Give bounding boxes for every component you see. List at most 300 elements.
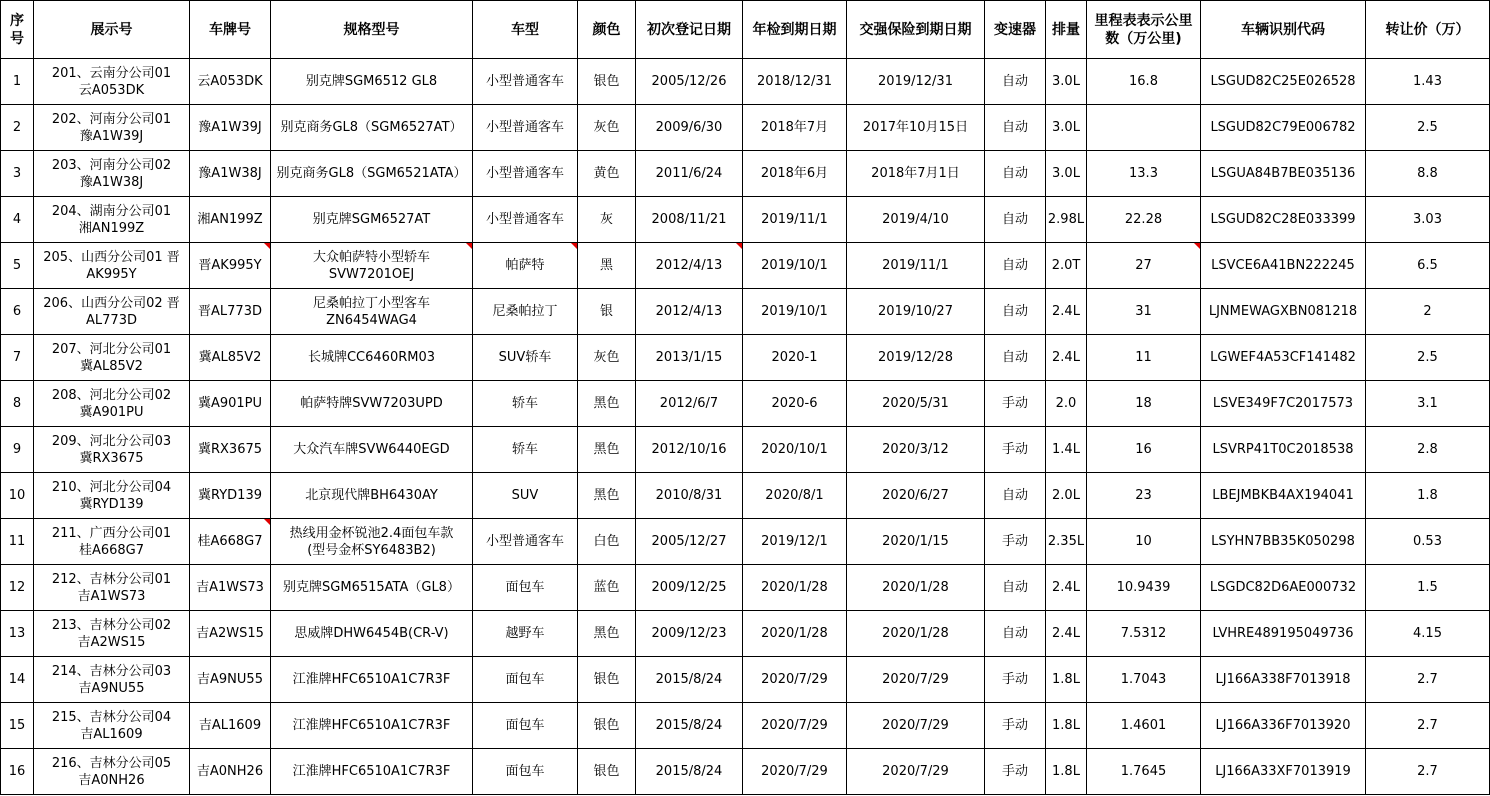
- cell-index: 6: [1, 289, 34, 335]
- cell-model-line: 帕萨特牌SVW7203UPD: [300, 396, 443, 411]
- cell-transmission: 手动: [985, 749, 1046, 795]
- cell-model: [271, 473, 473, 519]
- cell-model: [271, 565, 473, 611]
- cell-vin: LSVE349F7C2017573: [1201, 381, 1366, 427]
- cell-display-no-line: 216、吉林分公司05: [51, 755, 172, 771]
- cell-price: 4.15: [1366, 611, 1490, 657]
- cell-displacement: 2.35L: [1046, 519, 1087, 565]
- cell-transmission: 手动: [985, 427, 1046, 473]
- cell-mileage: 7.5312: [1087, 611, 1201, 657]
- cell-insurance-due: 2019/11/1: [847, 243, 985, 289]
- cell-vehicle-type: SUV轿车: [473, 335, 578, 381]
- cell-display-no: [34, 197, 190, 243]
- header-row: [1, 1, 1490, 59]
- header-price: 转让价（万）: [1366, 1, 1490, 59]
- cell-color: 白色: [578, 519, 636, 565]
- cell-displacement: 2.98L: [1046, 197, 1087, 243]
- cell-vehicle-type: 小型普通客车: [473, 105, 578, 151]
- cell-price: 2.8: [1366, 427, 1490, 473]
- cell-registration-date: 2009/12/25: [636, 565, 743, 611]
- cell-display-no-line: 吉A0NH26: [78, 772, 145, 788]
- cell-plate: 冀RX3675: [190, 427, 271, 473]
- cell-display-no-line: AL773D: [86, 312, 137, 328]
- cell-color: 银: [578, 289, 636, 335]
- cell-registration-date: 2012/10/16: [636, 427, 743, 473]
- cell-price: 8.8: [1366, 151, 1490, 197]
- cell-price: 1.43: [1366, 59, 1490, 105]
- cell-model: [271, 105, 473, 151]
- cell-vin: LSVRP41T0C2018538: [1201, 427, 1366, 473]
- cell-plate: 吉A1WS73: [190, 565, 271, 611]
- table-row: [1, 473, 1490, 519]
- cell-display-no: [34, 473, 190, 519]
- cell-display-no: [34, 289, 190, 335]
- cell-display-no: [34, 59, 190, 105]
- table-row: [1, 289, 1490, 335]
- cell-model: [271, 289, 473, 335]
- cell-inspection-due: 2020/1/28: [743, 611, 847, 657]
- cell-model-line: 思威牌DHW6454B(CR-V): [294, 626, 449, 641]
- cell-display-no-line: 210、河北分公司04: [51, 479, 172, 495]
- cell-model: [271, 381, 473, 427]
- cell-display-no-line: 桂A668G7: [78, 542, 145, 558]
- cell-insurance-due: 2020/1/28: [847, 565, 985, 611]
- header-color: 颜色: [578, 1, 636, 59]
- cell-color: 银色: [578, 657, 636, 703]
- cell-index: 9: [1, 427, 34, 473]
- cell-model-line: ZN6454WAG4: [326, 312, 417, 328]
- cell-transmission: 手动: [985, 519, 1046, 565]
- cell-display-no: [34, 427, 190, 473]
- cell-model: [271, 519, 473, 565]
- cell-model: [271, 151, 473, 197]
- cell-plate: 吉AL1609: [190, 703, 271, 749]
- header-model: 规格型号: [271, 1, 473, 59]
- cell-index: 4: [1, 197, 34, 243]
- cell-plate: 冀RYD139: [190, 473, 271, 519]
- cell-insurance-due: 2020/1/28: [847, 611, 985, 657]
- cell-plate: 云A053DK: [190, 59, 271, 105]
- cell-mileage: 11: [1087, 335, 1201, 381]
- cell-vehicle-type: 面包车: [473, 703, 578, 749]
- cell-display-no: [34, 381, 190, 427]
- cell-insurance-due: 2020/7/29: [847, 657, 985, 703]
- table-row: [1, 427, 1490, 473]
- cell-registration-date: 2005/12/27: [636, 519, 743, 565]
- header-insurance-due: 交强保险到期日期: [847, 1, 985, 59]
- cell-transmission: 自动: [985, 197, 1046, 243]
- cell-vehicle-type: 面包车: [473, 657, 578, 703]
- cell-inspection-due: 2018年7月: [743, 105, 847, 151]
- table-row: [1, 611, 1490, 657]
- cell-color: 黑色: [578, 473, 636, 519]
- cell-inspection-due: 2018/12/31: [743, 59, 847, 105]
- table-row: [1, 565, 1490, 611]
- cell-registration-date: 2015/8/24: [636, 657, 743, 703]
- cell-mileage: 27: [1087, 243, 1201, 289]
- cell-mileage: 13.3: [1087, 151, 1201, 197]
- cell-model-line: 长城牌CC6460RM03: [307, 350, 436, 365]
- cell-index: 13: [1, 611, 34, 657]
- table-row: [1, 519, 1490, 565]
- cell-model-line: 尼桑帕拉丁小型客车: [312, 295, 430, 311]
- cell-inspection-due: 2020-6: [743, 381, 847, 427]
- cell-index: 11: [1, 519, 34, 565]
- cell-price: 2.7: [1366, 749, 1490, 795]
- cell-plate: 湘AN199Z: [190, 197, 271, 243]
- cell-transmission: 手动: [985, 703, 1046, 749]
- cell-registration-date: 2010/8/31: [636, 473, 743, 519]
- cell-registration-date: 2013/1/15: [636, 335, 743, 381]
- cell-index: 16: [1, 749, 34, 795]
- cell-displacement: 2.0T: [1046, 243, 1087, 289]
- cell-index: 14: [1, 657, 34, 703]
- header-vehicle-type: 车型: [473, 1, 578, 59]
- cell-registration-date: 2015/8/24: [636, 703, 743, 749]
- cell-inspection-due: 2019/11/1: [743, 197, 847, 243]
- header-mileage: 里程表表示公里数（万公里): [1087, 1, 1201, 59]
- cell-mileage: 23: [1087, 473, 1201, 519]
- cell-price: 2.5: [1366, 105, 1490, 151]
- cell-model-line: 别克商务GL8（SGM6521ATA）: [276, 166, 467, 181]
- cell-display-no-line: 208、河北分公司02: [51, 387, 172, 403]
- cell-display-no-line: 204、湖南分公司01: [51, 203, 172, 219]
- cell-insurance-due: 2019/12/31: [847, 59, 985, 105]
- cell-mileage: 18: [1087, 381, 1201, 427]
- cell-display-no: [34, 611, 190, 657]
- cell-model: [271, 59, 473, 105]
- header-index: 序号: [1, 1, 34, 59]
- cell-display-no: [34, 519, 190, 565]
- cell-display-no: [34, 151, 190, 197]
- cell-display-no-line: 214、吉林分公司03: [51, 663, 172, 679]
- cell-display-no-line: 209、河北分公司03: [51, 433, 172, 449]
- cell-price: 2.5: [1366, 335, 1490, 381]
- cell-display-no-line: 202、河南分公司01: [51, 111, 172, 127]
- cell-displacement: 3.0L: [1046, 59, 1087, 105]
- cell-color: 银色: [578, 59, 636, 105]
- cell-color: 灰色: [578, 105, 636, 151]
- header-vin: 车辆识别代码: [1201, 1, 1366, 59]
- cell-index: 1: [1, 59, 34, 105]
- cell-color: 黑色: [578, 381, 636, 427]
- cell-plate: 晋AL773D: [190, 289, 271, 335]
- cell-inspection-due: 2020/8/1: [743, 473, 847, 519]
- header-plate: 车牌号: [190, 1, 271, 59]
- cell-transmission: 自动: [985, 335, 1046, 381]
- cell-plate: 吉A9NU55: [190, 657, 271, 703]
- cell-displacement: 2.4L: [1046, 289, 1087, 335]
- cell-model-line: SVW7201OEJ: [328, 266, 415, 282]
- cell-price: 3.03: [1366, 197, 1490, 243]
- cell-insurance-due: 2020/6/27: [847, 473, 985, 519]
- cell-vehicle-type: 轿车: [473, 427, 578, 473]
- cell-display-no-line: 冀AL85V2: [80, 358, 143, 374]
- cell-plate: 冀AL85V2: [190, 335, 271, 381]
- cell-vin: LSGUD82C28E033399: [1201, 197, 1366, 243]
- cell-displacement: 2.0L: [1046, 473, 1087, 519]
- cell-model-line: (型号金杯SY6483B2): [307, 542, 436, 558]
- cell-model-line: 江淮牌HFC6510A1C7R3F: [292, 718, 451, 733]
- cell-price: 2.7: [1366, 657, 1490, 703]
- cell-display-no-line: AK995Y: [86, 266, 137, 282]
- cell-price: 6.5: [1366, 243, 1490, 289]
- cell-vehicle-type: 小型普通客车: [473, 197, 578, 243]
- cell-vin: LJNMEWAGXBN081218: [1201, 289, 1366, 335]
- cell-model-line: 别克商务GL8（SGM6527AT）: [280, 120, 463, 135]
- cell-insurance-due: 2019/4/10: [847, 197, 985, 243]
- cell-index: 5: [1, 243, 34, 289]
- cell-displacement: 3.0L: [1046, 105, 1087, 151]
- cell-display-no-line: 206、山西分公司02 晋: [43, 295, 180, 311]
- cell-displacement: 1.8L: [1046, 657, 1087, 703]
- cell-vin: LSGUD82C79E006782: [1201, 105, 1366, 151]
- cell-inspection-due: 2020-1: [743, 335, 847, 381]
- cell-price: 2.7: [1366, 703, 1490, 749]
- cell-display-no: [34, 749, 190, 795]
- cell-mileage: 1.7645: [1087, 749, 1201, 795]
- cell-display-no-line: 冀RYD139: [79, 496, 144, 512]
- cell-registration-date: 2008/11/21: [636, 197, 743, 243]
- cell-displacement: 2.4L: [1046, 335, 1087, 381]
- cell-plate: 吉A0NH26: [190, 749, 271, 795]
- cell-inspection-due: 2019/12/1: [743, 519, 847, 565]
- cell-vehicle-type: 面包车: [473, 565, 578, 611]
- cell-mileage: 1.4601: [1087, 703, 1201, 749]
- cell-mileage: [1087, 105, 1201, 151]
- cell-inspection-due: 2020/7/29: [743, 657, 847, 703]
- cell-vin: LJ166A33XF7013919: [1201, 749, 1366, 795]
- cell-color: 黑色: [578, 611, 636, 657]
- cell-inspection-due: 2019/10/1: [743, 243, 847, 289]
- cell-displacement: 1.4L: [1046, 427, 1087, 473]
- cell-registration-date: 2012/6/7: [636, 381, 743, 427]
- cell-vehicle-type: 轿车: [473, 381, 578, 427]
- cell-model-line: 大众帕萨特小型轿车: [312, 249, 430, 265]
- cell-color: 银色: [578, 703, 636, 749]
- cell-vin: LJ166A336F7013920: [1201, 703, 1366, 749]
- cell-transmission: 手动: [985, 381, 1046, 427]
- cell-transmission: 自动: [985, 611, 1046, 657]
- cell-insurance-due: 2020/3/12: [847, 427, 985, 473]
- cell-model-line: 别克牌SGM6515ATA（GL8）: [283, 580, 460, 595]
- cell-display-no-line: 吉A1WS73: [77, 588, 146, 604]
- cell-color: 黑: [578, 243, 636, 289]
- cell-mileage: 16.8: [1087, 59, 1201, 105]
- cell-vin: LSGUA84B7BE035136: [1201, 151, 1366, 197]
- cell-plate: 吉A2WS15: [190, 611, 271, 657]
- cell-model-line: 江淮牌HFC6510A1C7R3F: [292, 764, 451, 779]
- cell-registration-date: 2012/4/13: [636, 289, 743, 335]
- cell-model-line: 别克牌SGM6512 GL8: [305, 74, 438, 89]
- cell-display-no-line: 吉A9NU55: [78, 680, 145, 696]
- cell-display-no-line: 冀A901PU: [79, 404, 144, 420]
- cell-insurance-due: 2017年10月15日: [847, 105, 985, 151]
- table-row: [1, 657, 1490, 703]
- cell-display-no: [34, 703, 190, 749]
- table-body: [1, 59, 1490, 795]
- cell-display-no: [34, 657, 190, 703]
- cell-transmission: 自动: [985, 473, 1046, 519]
- cell-transmission: 自动: [985, 151, 1046, 197]
- cell-registration-date: 2005/12/26: [636, 59, 743, 105]
- cell-color: 黄色: [578, 151, 636, 197]
- cell-insurance-due: 2020/1/15: [847, 519, 985, 565]
- cell-model: [271, 197, 473, 243]
- cell-index: 8: [1, 381, 34, 427]
- cell-registration-date: 2011/6/24: [636, 151, 743, 197]
- table-row: [1, 105, 1490, 151]
- cell-display-no-line: 湘AN199Z: [78, 220, 145, 236]
- cell-color: 银色: [578, 749, 636, 795]
- cell-vin: LBEJMBKB4AX194041: [1201, 473, 1366, 519]
- cell-insurance-due: 2020/7/29: [847, 749, 985, 795]
- cell-display-no-line: 冀RX3675: [79, 450, 144, 466]
- cell-price: 3.1: [1366, 381, 1490, 427]
- cell-vehicle-type: 面包车: [473, 749, 578, 795]
- cell-insurance-due: 2020/5/31: [847, 381, 985, 427]
- cell-registration-date: 2015/8/24: [636, 749, 743, 795]
- cell-vin: LSYHN7BB35K050298: [1201, 519, 1366, 565]
- table-row: [1, 703, 1490, 749]
- cell-model-line: 北京现代牌BH6430AY: [305, 488, 438, 503]
- cell-plate: 桂A668G7: [190, 519, 271, 565]
- cell-registration-date: 2009/6/30: [636, 105, 743, 151]
- cell-model-line: 江淮牌HFC6510A1C7R3F: [292, 672, 451, 687]
- header-inspection-due: 年检到期日期: [743, 1, 847, 59]
- cell-display-no-line: 207、河北分公司01: [51, 341, 172, 357]
- cell-insurance-due: 2018年7月1日: [847, 151, 985, 197]
- cell-insurance-due: 2019/10/27: [847, 289, 985, 335]
- cell-display-no-line: 豫A1W39J: [79, 128, 144, 144]
- cell-vin: LJ166A338F7013918: [1201, 657, 1366, 703]
- cell-vehicle-type: 帕萨特: [473, 243, 578, 289]
- cell-model: [271, 703, 473, 749]
- cell-vin: LSVCE6A41BN222245: [1201, 243, 1366, 289]
- cell-plate: 豫A1W39J: [190, 105, 271, 151]
- cell-display-no-line: 205、山西分公司01 晋: [43, 249, 180, 265]
- cell-display-no-line: 吉A2WS15: [77, 634, 146, 650]
- cell-display-no: [34, 565, 190, 611]
- cell-plate: 晋AK995Y: [190, 243, 271, 289]
- cell-mileage: 10: [1087, 519, 1201, 565]
- cell-model-line: 别克牌SGM6527AT: [312, 212, 431, 227]
- table-row: [1, 335, 1490, 381]
- cell-inspection-due: 2020/10/1: [743, 427, 847, 473]
- cell-display-no-line: 212、吉林分公司01: [51, 571, 172, 587]
- cell-model: [271, 749, 473, 795]
- cell-model-line: 大众汽车牌SVW6440EGD: [293, 442, 450, 457]
- cell-transmission: 自动: [985, 243, 1046, 289]
- cell-displacement: 2.4L: [1046, 565, 1087, 611]
- cell-displacement: 2.4L: [1046, 611, 1087, 657]
- cell-display-no-line: 豫A1W38J: [79, 174, 144, 190]
- cell-inspection-due: 2018年6月: [743, 151, 847, 197]
- cell-vehicle-type: 小型普通客车: [473, 151, 578, 197]
- cell-vehicle-type: 越野车: [473, 611, 578, 657]
- cell-plate: 冀A901PU: [190, 381, 271, 427]
- cell-displacement: 1.8L: [1046, 749, 1087, 795]
- cell-model: [271, 335, 473, 381]
- cell-mileage: 16: [1087, 427, 1201, 473]
- cell-vin: LGWEF4A53CF141482: [1201, 335, 1366, 381]
- cell-insurance-due: 2020/7/29: [847, 703, 985, 749]
- cell-vehicle-type: 尼桑帕拉丁: [473, 289, 578, 335]
- cell-index: 15: [1, 703, 34, 749]
- cell-insurance-due: 2019/12/28: [847, 335, 985, 381]
- cell-vin: LSGDC82D6AE000732: [1201, 565, 1366, 611]
- table-row: [1, 59, 1490, 105]
- cell-display-no-line: 213、吉林分公司02: [51, 617, 172, 633]
- cell-inspection-due: 2020/1/28: [743, 565, 847, 611]
- cell-model: [271, 611, 473, 657]
- cell-transmission: 手动: [985, 657, 1046, 703]
- cell-display-no-line: 201、云南分公司01: [51, 65, 172, 81]
- cell-index: 10: [1, 473, 34, 519]
- header-transmission: 变速器: [985, 1, 1046, 59]
- cell-display-no: [34, 105, 190, 151]
- cell-displacement: 2.0: [1046, 381, 1087, 427]
- cell-index: 12: [1, 565, 34, 611]
- cell-price: 1.8: [1366, 473, 1490, 519]
- cell-vin: LSGUD82C25E026528: [1201, 59, 1366, 105]
- cell-color: 灰: [578, 197, 636, 243]
- cell-display-no-line: 吉AL1609: [80, 726, 143, 742]
- table-row: [1, 151, 1490, 197]
- cell-color: 黑色: [578, 427, 636, 473]
- table-row: [1, 197, 1490, 243]
- cell-display-no-line: 203、河南分公司02: [51, 157, 172, 173]
- cell-registration-date: 2009/12/23: [636, 611, 743, 657]
- cell-inspection-due: 2020/7/29: [743, 749, 847, 795]
- cell-price: 1.5: [1366, 565, 1490, 611]
- cell-model-line: 热线用金杯锐池2.4面包车款: [289, 525, 454, 541]
- cell-inspection-due: 2020/7/29: [743, 703, 847, 749]
- table-row: [1, 749, 1490, 795]
- header-registration-date: 初次登记日期: [636, 1, 743, 59]
- cell-transmission: 自动: [985, 289, 1046, 335]
- cell-display-no-line: 云A053DK: [78, 82, 145, 98]
- cell-model: [271, 657, 473, 703]
- header-displacement: 排量: [1046, 1, 1087, 59]
- cell-index: 3: [1, 151, 34, 197]
- cell-color: 蓝色: [578, 565, 636, 611]
- cell-mileage: 10.9439: [1087, 565, 1201, 611]
- cell-mileage: 22.28: [1087, 197, 1201, 243]
- cell-displacement: 1.8L: [1046, 703, 1087, 749]
- cell-display-no-line: 211、广西分公司01: [51, 525, 172, 541]
- cell-index: 7: [1, 335, 34, 381]
- cell-vehicle-type: 小型普通客车: [473, 519, 578, 565]
- cell-display-no-line: 215、吉林分公司04: [51, 709, 172, 725]
- cell-registration-date: 2012/4/13: [636, 243, 743, 289]
- cell-display-no: [34, 335, 190, 381]
- cell-displacement: 3.0L: [1046, 151, 1087, 197]
- table-row: [1, 381, 1490, 427]
- cell-plate: 豫A1W38J: [190, 151, 271, 197]
- cell-mileage: 1.7043: [1087, 657, 1201, 703]
- cell-model: [271, 243, 473, 289]
- cell-model: [271, 427, 473, 473]
- header-display-no: 展示号: [34, 1, 190, 59]
- cell-vehicle-type: SUV: [473, 473, 578, 519]
- cell-mileage: 31: [1087, 289, 1201, 335]
- cell-inspection-due: 2019/10/1: [743, 289, 847, 335]
- cell-transmission: 自动: [985, 565, 1046, 611]
- cell-transmission: 自动: [985, 59, 1046, 105]
- cell-color: 灰色: [578, 335, 636, 381]
- cell-index: 2: [1, 105, 34, 151]
